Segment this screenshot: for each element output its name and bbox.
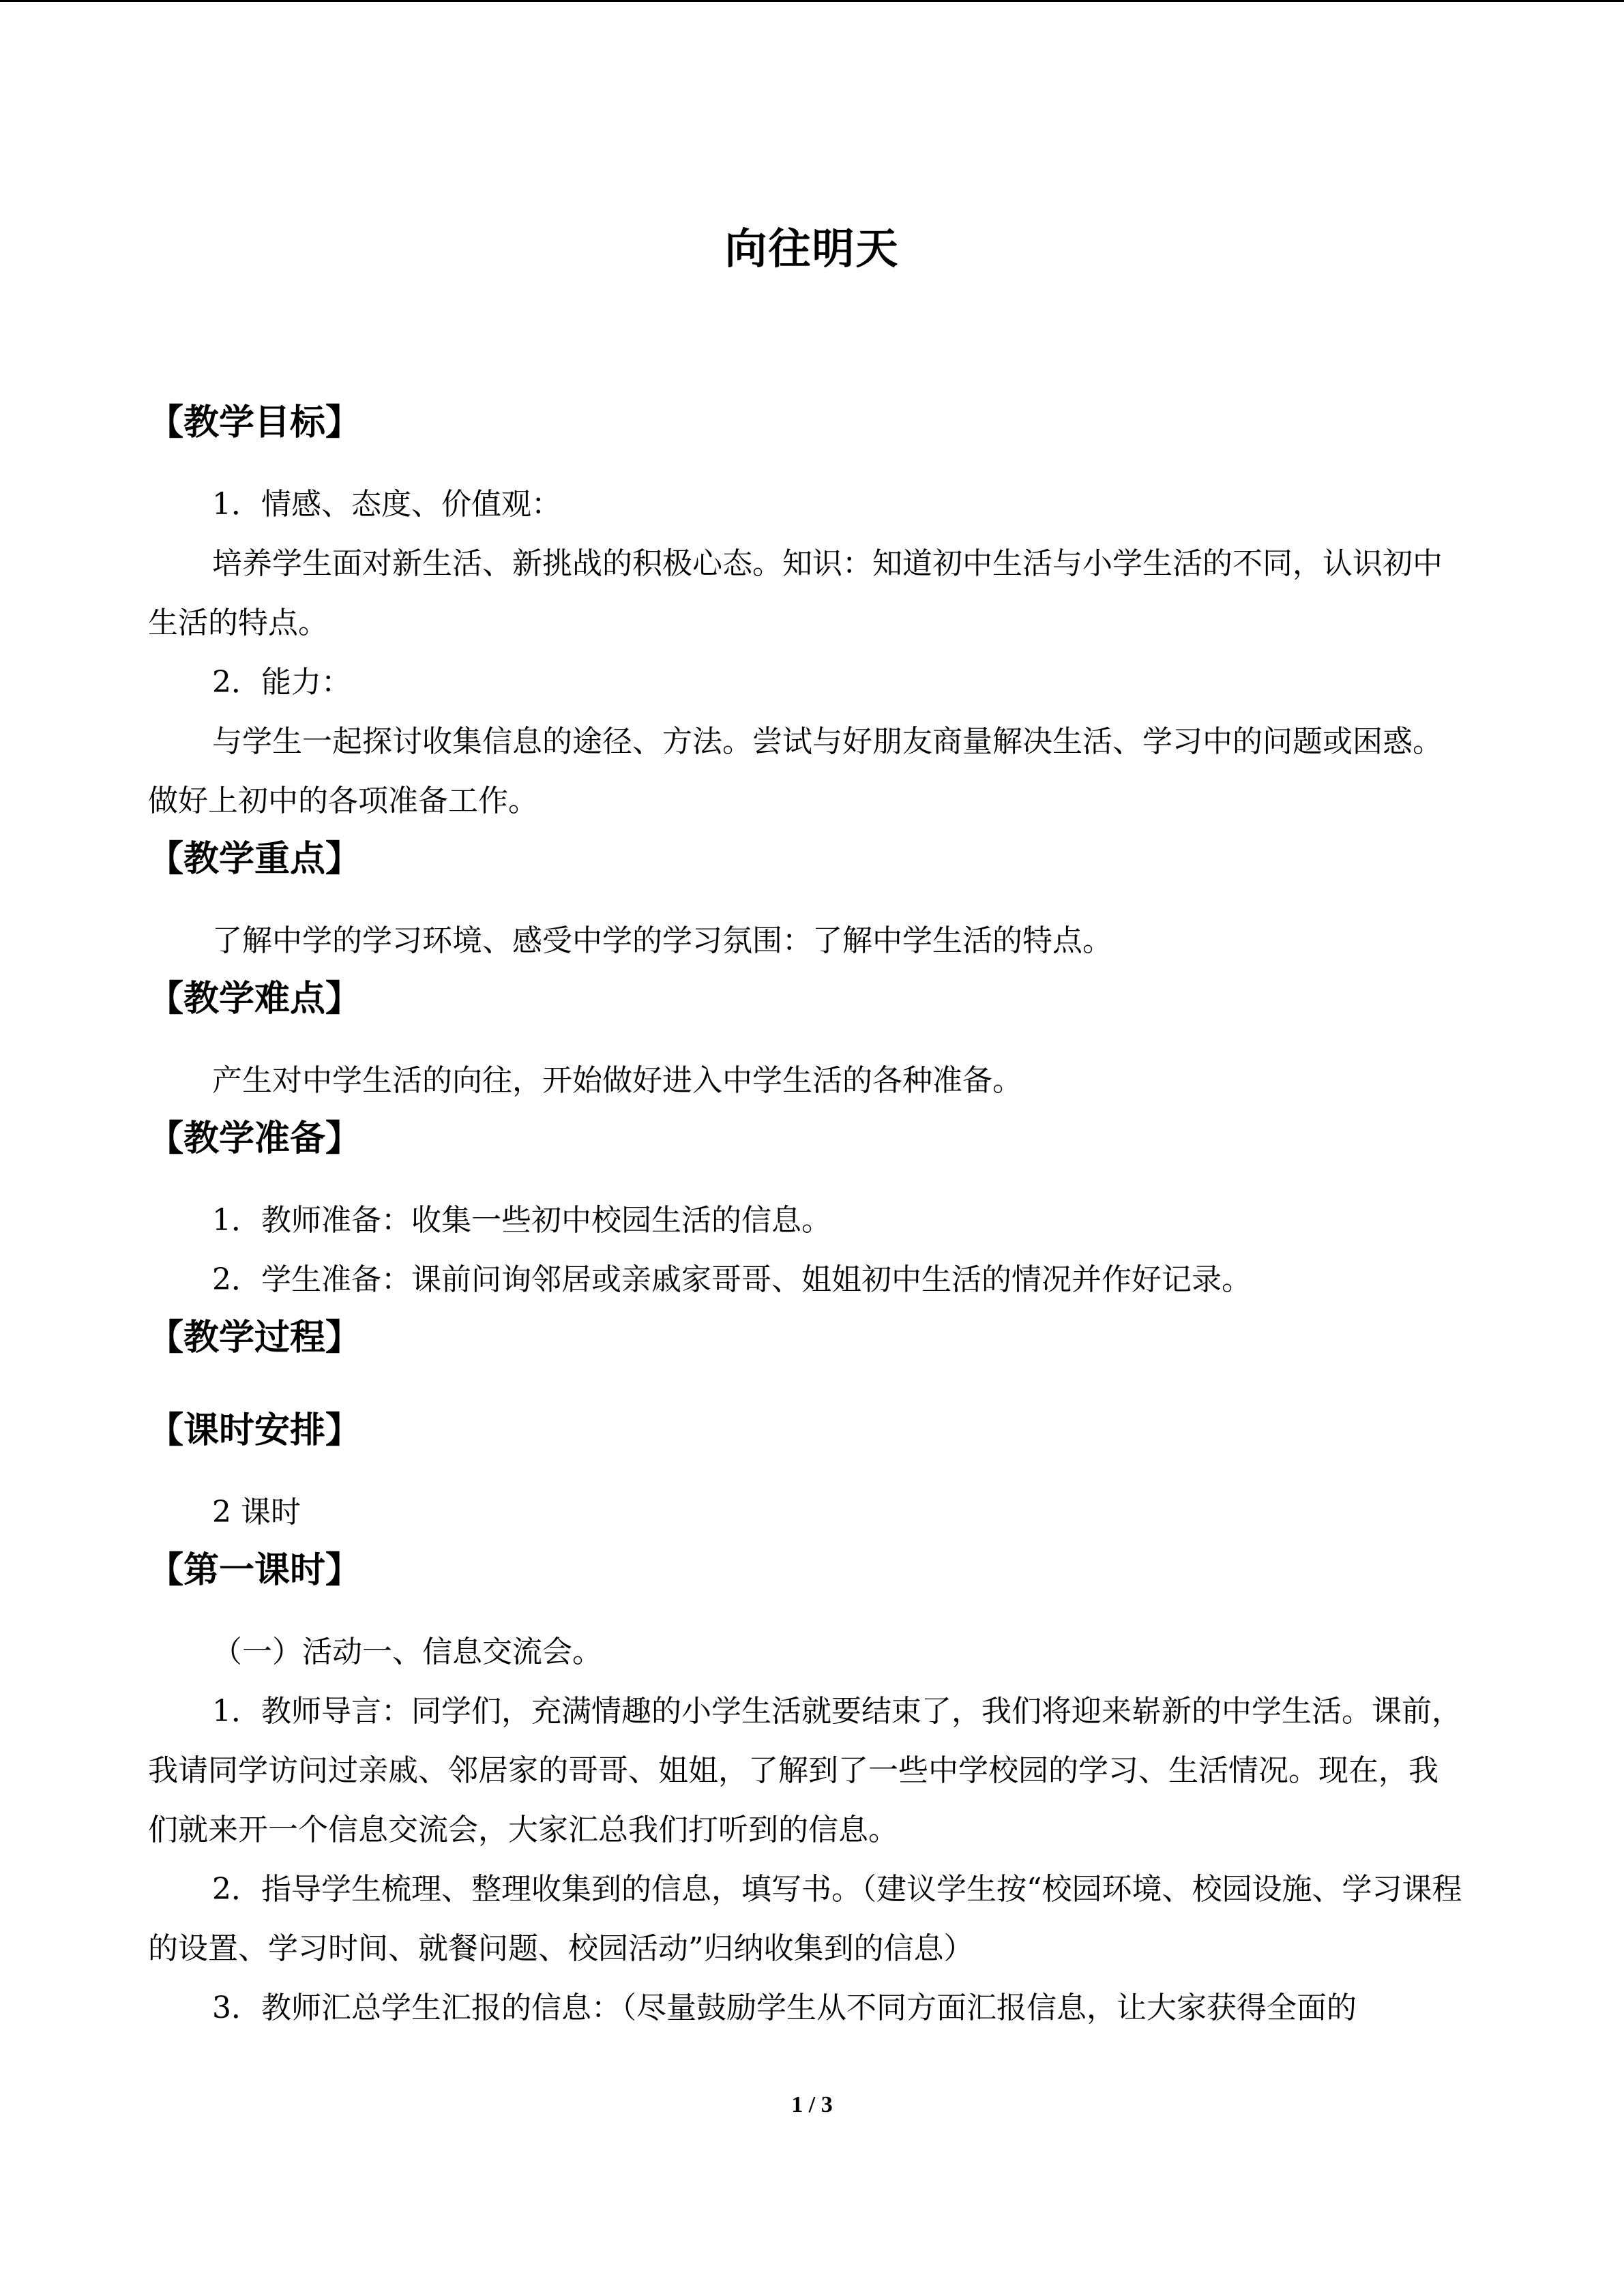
goals-paragraph-1: 培养学生面对新生活、新挑战的积极心态。知识：知道初中生活与小学生活的不同，认识初中生活的特点。 [148,546,1443,640]
difficulty-text: 产生对中学生活的向往，开始做好进入中学生活的各种准备。 [212,1063,1022,1098]
schedule-text: 2 课时 [212,1495,301,1530]
heading-process: 【教学过程】 [148,1317,361,1358]
lesson1-paragraph-3: 3．教师汇总学生汇报的信息：（尽量鼓励学生从不同方面汇报信息，让大家获得全面的 [212,1991,1357,2025]
heading-goals: 【教学目标】 [148,402,361,443]
heading-key-points: 【教学重点】 [148,839,361,880]
heading-preparation: 【教学准备】 [148,1118,361,1159]
heading-difficulty: 【教学难点】 [148,979,361,1019]
heading-lesson-1: 【第一课时】 [148,1550,361,1591]
key-points-text: 了解中学的学习环境、感受中学的学习氛围：了解中学生活的特点。 [212,923,1112,958]
document-body [148,394,1464,2038]
goals-item-1: 1．情感、态度、价值观： [212,487,561,522]
lesson1-paragraph-1: 1．教师导言：同学们，充满情趣的小学生活就要结束了，我们将迎来崭新的中学生活。课前，我请同学访问过亲戚、邻居家的哥哥、姐姐，了解到了一些中学校园的学习、生活情况。现在，我们就来开一个信息交流会，大家汇总我们打听到的信息。 [148,1694,1462,1847]
lesson1-paragraph-2: 2．指导学生梳理、整理收集到的信息，填写书。（建议学生按“校园环境、校园设施、学习课程的设置、学习时间、就餐问题、校园活动”归纳收集到的信息） [148,1872,1462,1966]
prep-student: 2．学生准备：课前问询邻居或亲戚家哥哥、姐姐初中生活的情况并作好记录。 [212,1262,1252,1297]
goals-item-2: 2．能力： [212,665,351,700]
lesson1-activity-title: （一）活动一、信息交流会。 [212,1635,602,1669]
goals-paragraph-2: 与学生一起探讨收集信息的途径、方法。尝试与好朋友商量解决生活、学习中的问题或困惑。做好上初中的各项准备工作。 [148,724,1443,818]
page-title: 向往明天 [724,224,900,273]
prep-teacher: 1．教师准备：收集一些初中校园生活的信息。 [212,1203,831,1238]
heading-schedule: 【课时安排】 [148,1410,361,1451]
top-border [0,0,1624,2]
page-number: 1 / 3 [791,2092,833,2117]
